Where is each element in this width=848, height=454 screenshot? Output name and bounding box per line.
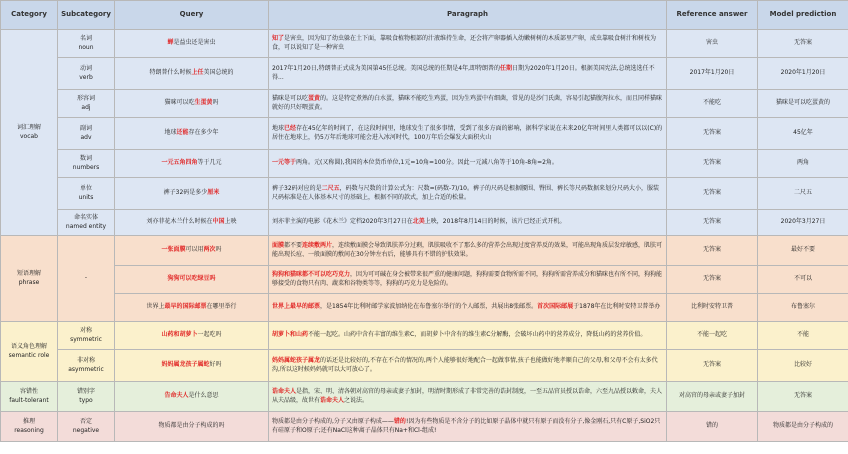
reference-answer-cell: 无答案	[667, 178, 758, 210]
paragraph-cell	[269, 382, 667, 412]
query-text: 地球	[164, 129, 177, 137]
query-cell	[115, 294, 269, 322]
subcategory-line: verb	[79, 73, 93, 81]
subcategory-line: 命名实体	[73, 214, 98, 222]
query-text: 吗	[212, 99, 219, 107]
paragraph-highlight: 世界上最早的邮票	[272, 303, 321, 311]
query-cell	[115, 350, 269, 382]
category-line: 词汇理解	[16, 124, 41, 132]
subcategory-line: 非对称	[76, 357, 95, 365]
paragraph-text: !因为有些物质是不含分子的比如原子晶体中就只有原子而没有分子,像金刚石,只有C原子,SiO2只有硅原子和O原子;还有NaCl这种离子晶体只有Na+和Cl-组成!	[272, 418, 661, 434]
category-line: fault-tolerant	[9, 396, 49, 404]
subcategory-line: units	[78, 193, 94, 201]
table-row	[1, 210, 848, 236]
query-text: 美国总统的	[203, 69, 234, 77]
paragraph-highlight: 诰命夫人	[272, 388, 297, 396]
subcategory-cell	[58, 118, 115, 150]
paragraph-highlight: 胡萝卜和山药	[272, 331, 309, 339]
query-highlight: 蝉	[167, 39, 174, 47]
paragraph-text: 日期为2020年1月20日。根据美国宪法,总统选选任不得...	[272, 65, 655, 81]
table-row	[1, 118, 848, 150]
paragraph-text: 是害虫，因为知了幼虫躲在土下面，靠吸食植物根部的汁液维持生命，还会将产卵器插入幼嫩树树的木质部里产卵，成虫靠吸食树汁和树枝为食，可以说知了是一种害虫	[272, 35, 657, 51]
subcategory-cell	[58, 236, 115, 322]
subcategory-line: 单位	[79, 185, 92, 193]
subcategory-line: symmetric	[70, 335, 102, 343]
paragraph-cell	[269, 350, 667, 382]
header-subcategory: Subcategory	[58, 1, 115, 30]
category-cell	[1, 236, 58, 322]
query-text: 在哪里举行	[206, 303, 237, 311]
query-cell	[115, 30, 269, 58]
reference-answer-cell: 无答案	[667, 236, 758, 266]
paragraph-highlight: 知了	[272, 35, 285, 43]
subcategory-line: 副词	[79, 125, 92, 133]
query-text: 存在多少年	[188, 129, 219, 137]
subcategory-line: adj	[81, 103, 91, 111]
query-highlight: 还能	[176, 129, 189, 137]
reference-answer-cell: 2017年1月20日	[667, 58, 758, 90]
paragraph-text: 地球	[272, 125, 285, 133]
query-highlight: 中国	[212, 218, 225, 226]
header-query: Query	[115, 1, 269, 30]
query-highlight: 最早的国际邮票	[164, 303, 207, 311]
table-body	[1, 30, 848, 442]
reference-answer-cell: 害虫	[667, 30, 758, 58]
paragraph-cell	[269, 30, 667, 58]
paragraph-highlight: 面膜	[272, 242, 285, 250]
model-prediction-cell: 最好不要	[758, 236, 848, 266]
subcategory-cell	[58, 58, 115, 90]
query-cell	[115, 150, 269, 178]
paragraph-highlight: 已经	[284, 125, 297, 133]
category-cell	[1, 382, 58, 412]
model-prediction-cell: 无答案	[758, 30, 848, 58]
paragraph-highlight: 妈妈属蛇孩子属龙	[272, 357, 321, 365]
table-row	[1, 412, 848, 442]
reference-answer-cell: 无答案	[667, 266, 758, 294]
subcategory-line: 名词	[79, 35, 92, 43]
paragraph-text: 刘亦菲主演的电影《花木兰》定档2020年3月27日在	[272, 218, 413, 226]
subcategory-line: 否定	[79, 418, 92, 426]
category-line: 推理	[22, 418, 35, 426]
subcategory-cell	[58, 412, 115, 442]
subcategory-cell	[58, 350, 115, 382]
paragraph-text: 两角。元(又称圆),我国的本位货币单位,1元=10角=100分。因此一元减八角等于10角-8角=2角。	[296, 159, 558, 167]
paragraph-text: 2017年1月20日,特朗普正式成为美国第45任总统。美国总统的任期是4年,即特朗普的	[272, 65, 500, 73]
subcategory-line: negative	[72, 426, 100, 434]
paragraph-cell	[269, 118, 667, 150]
subcategory-cell	[58, 382, 115, 412]
subcategory-cell	[58, 90, 115, 118]
model-prediction-cell: 2020年3月27日	[758, 210, 848, 236]
query-highlight: 山药和胡萝卜	[161, 331, 198, 339]
table-row	[1, 322, 848, 350]
query-text: 物质都是由分子构成的吗	[158, 422, 225, 430]
paragraph-text: 存在45亿年的时间了，在这段时间里，地球发生了很多事情，受到了很多方面的影响，据科学家说在未来20亿年时间里人类都可以以(C)的居住在地球上，仍5万年后地球可能会进入冰河时代，100万年后会爆发大面积火山	[272, 125, 663, 141]
query-highlight: 上任	[191, 69, 204, 77]
query-highlight: 厘米	[207, 189, 220, 197]
model-prediction-cell: 两角	[758, 150, 848, 178]
model-prediction-cell: 猫咪是可以吃蛋黄的	[758, 90, 848, 118]
paragraph-text: 之说法。	[344, 396, 369, 404]
subcategory-line: named entity	[65, 222, 107, 230]
paragraph-text: 猫咪是可以吃	[272, 95, 309, 103]
subcategory-cell	[58, 30, 115, 58]
table-row	[1, 382, 848, 412]
table-row	[1, 150, 848, 178]
category-cell	[1, 412, 58, 442]
paragraph-cell	[269, 412, 667, 442]
paragraph-cell	[269, 150, 667, 178]
paragraph-cell	[269, 294, 667, 322]
category-line: phrase	[18, 278, 40, 286]
reference-answer-cell: 错的	[667, 412, 758, 442]
header-paragraph: Paragraph	[269, 1, 667, 30]
subcategory-line: 对称	[79, 327, 92, 335]
subcategory-line: numbers	[72, 163, 100, 171]
query-highlight: 两次	[203, 246, 216, 254]
query-highlight: 狗狗可以吃绿豆吗	[167, 275, 216, 283]
model-prediction-cell: 二尺五	[758, 178, 848, 210]
query-cell	[115, 322, 269, 350]
model-prediction-cell: 45亿年	[758, 118, 848, 150]
paragraph-text: 的。这是特定煮熟的白水蛋，猫咪不能吃生鸡蛋，因为生鸡蛋中有细菌，常见的是沙门氏菌，容易引起猫腹泻拉水，而且同样猫咪就好的只好喂蛋黄。	[272, 95, 663, 111]
reference-answer-cell: 不能吃	[667, 90, 758, 118]
query-text: 吗	[215, 246, 222, 254]
paragraph-text: ，是1854年比利时邮学家波加纳伦在布鲁塞尔举行的个人邮票，共展出8张邮票。	[320, 303, 538, 311]
subcategory-line: -	[84, 274, 88, 282]
subcategory-line: 错别字	[76, 388, 95, 396]
reference-answer-cell: 无答案	[667, 350, 758, 382]
paragraph-text: 不能一起吃。山药中含有丰富的维生素C，而胡萝卜中含有的维生素C分解酶，会破坏山药中的营养成分，降低山药的营养价值。	[308, 331, 647, 339]
model-prediction-cell: 无答案	[758, 382, 848, 412]
query-cell	[115, 210, 269, 236]
paragraph-text: 都不要	[284, 242, 303, 250]
paragraph-cell	[269, 210, 667, 236]
subcategory-line: noun	[78, 43, 94, 51]
header-reference-answer: Reference answer	[667, 1, 758, 30]
model-prediction-cell: 2020年1月20日	[758, 58, 848, 90]
paragraph-cell	[269, 178, 667, 210]
paragraph-text: 的话还是比较好的,不存在不合的情况的,两个人能够很好地配合一起做事情,孩子也能做好地孝顺自己的父母,和父母不会有太多代沟,所以这时候妈妈就可以大可放心了。	[272, 357, 658, 373]
table-row	[1, 178, 848, 210]
subcategory-line: typo	[79, 396, 93, 404]
query-text: 一起吃吗	[197, 331, 222, 339]
query-highlight: 一元五角	[161, 159, 186, 167]
subcategory-line: asymmetric	[68, 365, 104, 373]
query-cell	[115, 266, 269, 294]
subcategory-cell	[58, 210, 115, 236]
query-cell	[115, 118, 269, 150]
query-highlight: 告命夫人	[164, 392, 189, 400]
subcategory-line: 形容词	[76, 95, 95, 103]
query-text: 世界上	[146, 303, 165, 311]
model-prediction-cell: 布鲁塞尔	[758, 294, 848, 322]
paragraph-cell	[269, 266, 667, 294]
header-row	[1, 1, 848, 30]
subcategory-cell	[58, 322, 115, 350]
query-cell	[115, 90, 269, 118]
paragraph-text: ，连续敷面膜会导致肌肤养分过剩，肌肤吸收不了那么多的营养会出现过度营养反的效果，可能出现角质层发痒敏感，肌肤可能出现长痘、一般面膜的敷间在30分钟左右后，能够具有不错的护肤效果。	[272, 242, 663, 258]
query-cell	[115, 178, 269, 210]
paragraph-highlight: 连续敷两片	[302, 242, 333, 250]
subcategory-line: 动词	[79, 65, 92, 73]
model-prediction-cell: 不可以	[758, 266, 848, 294]
paragraph-highlight: 任期	[500, 65, 513, 73]
paragraph-highlight: 狗狗和猫咪都不可以吃巧克力	[272, 271, 351, 279]
category-line: vocab	[19, 132, 38, 140]
query-text: 刘亦菲花木兰什么时候在	[146, 218, 213, 226]
header-category: Category	[1, 1, 58, 30]
query-text: 好吗	[209, 361, 222, 369]
table-row	[1, 58, 848, 90]
query-cell	[115, 412, 269, 442]
paragraph-highlight: 首次国际邮展	[537, 303, 574, 311]
query-text: 特朗普什么时候	[149, 69, 192, 77]
paragraph-cell	[269, 322, 667, 350]
query-text: 猫咪可以吃	[164, 99, 195, 107]
paragraph-highlight: 北美	[412, 218, 425, 226]
paragraph-highlight: 一元等于	[272, 159, 297, 167]
category-line: 语义角色理解	[10, 343, 47, 351]
model-prediction-cell: 不能	[758, 322, 848, 350]
query-highlight: 一张面膜	[161, 246, 186, 254]
paragraph-highlight: 蛋黄	[308, 95, 321, 103]
paragraph-text: 物质都是由分子构成的,分子又由原子构成——	[272, 418, 394, 426]
query-highlight: 生蛋黄	[194, 99, 213, 107]
table-row	[1, 266, 848, 294]
subcategory-line: adv	[80, 133, 92, 141]
category-line: 短语理解	[16, 270, 41, 278]
paragraph-cell	[269, 90, 667, 118]
paragraph-highlight: 二尺五	[321, 185, 340, 193]
reference-answer-cell: 无答案	[667, 210, 758, 236]
category-line: semantic role	[8, 351, 50, 359]
query-cell	[115, 236, 269, 266]
subcategory-cell	[58, 150, 115, 178]
query-text: 上映	[224, 218, 237, 226]
paragraph-text: ，码数与尺数的计算公式为：尺数=(码数-7)/10。裤子的尺码是根据腰围、臀围、裤长等尺码数据来划分尺码大小，服装尺码标准是在人体基本尺寸的基础上，根据不同的款式，加上合适的松量。	[272, 185, 660, 201]
query-text: 裤子32码是多少	[163, 189, 208, 197]
query-highlight: 妈妈属龙孩子属蛇	[161, 361, 210, 369]
header-model-prediction: Model prediction	[758, 1, 848, 30]
query-cell	[115, 58, 269, 90]
query-text: 可以用	[185, 246, 204, 254]
query-text: 是益虫还是害虫	[173, 39, 216, 47]
reference-answer-cell: 不能一起吃	[667, 322, 758, 350]
table-row	[1, 30, 848, 58]
category-cell	[1, 30, 58, 236]
table-row	[1, 350, 848, 382]
paragraph-cell	[269, 58, 667, 90]
paragraph-highlight: 错的	[393, 418, 406, 426]
model-prediction-cell: 比较好	[758, 350, 848, 382]
query-highlight: 四角	[185, 159, 198, 167]
paragraph-text: 是指，宋、明、清各朝对高官的母亲或妻子加封，明清时期形成了非常完善的诰封制度，一至五品官员授以诰命，六至九品授以敕命，夫人从夫品级，故世有	[272, 388, 663, 404]
category-cell	[1, 322, 58, 382]
paragraph-highlight: 诰命夫人	[320, 396, 345, 404]
reference-answer-cell: 无答案	[667, 118, 758, 150]
paragraph-text: 上映，2018年8月14日的时候，该片已经正式开机。	[424, 218, 566, 226]
paragraph-text: ，因为可可碱在身会被带来很严重的健康问题，狗狗需要食物所需不同，狗狗所需营养成分和猫咪也有所不同，狗狗能够接受的食物只有肉、蔬菜和谷物类等等，狗狗的巧克力是危险的。	[272, 271, 663, 287]
paragraph-text: 于1878年在比利时安特卫普举办	[573, 303, 661, 311]
reference-answer-cell: 无答案	[667, 150, 758, 178]
query-cell	[115, 382, 269, 412]
query-text: 是什么意思	[188, 392, 219, 400]
query-text: 等于几元	[197, 159, 222, 167]
category-line: reasoning	[14, 426, 44, 434]
paragraph-text: 裤子32码对应的是	[272, 185, 322, 193]
model-prediction-cell: 物质都是由分子构成的	[758, 412, 848, 442]
reference-answer-cell: 对高官的母亲或妻子加封	[667, 382, 758, 412]
subcategory-line: 数词	[79, 155, 92, 163]
category-line: 容错性	[19, 388, 38, 396]
table-row	[1, 236, 848, 266]
table-row	[1, 294, 848, 322]
paragraph-cell	[269, 236, 667, 266]
reference-answer-cell: 比利时安特卫普	[667, 294, 758, 322]
table-row	[1, 90, 848, 118]
subcategory-cell	[58, 178, 115, 210]
